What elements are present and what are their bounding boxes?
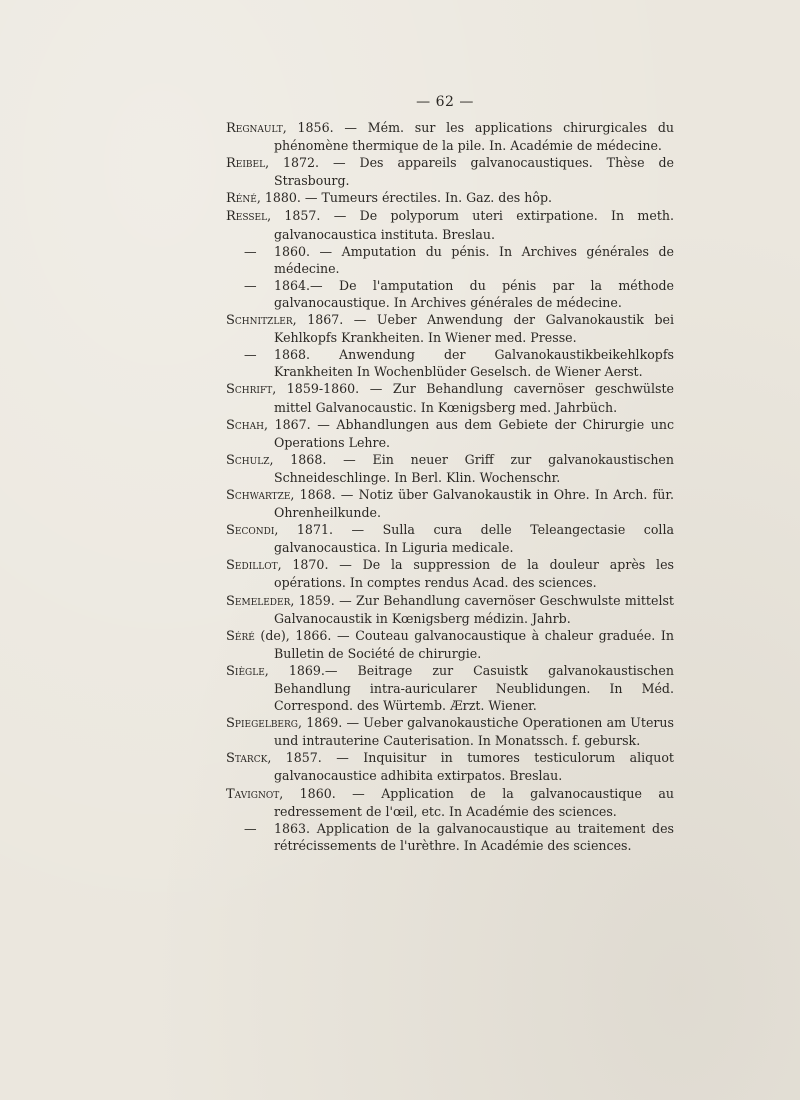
entry-author: Schwartze [226, 487, 291, 503]
entry-author: Séré [226, 628, 255, 644]
entry-text: , 1872. — Des appareils galvanocaustiques. Thèse de Strasbourg. [265, 155, 674, 189]
entry-text: , 1857. — De polyporum uteri extirpatione. In meth. galvanocaustica instituta. Breslau. [267, 208, 674, 242]
page-number: — 62 — [416, 94, 474, 110]
entry-author: Reibel [226, 156, 266, 172]
bibliography-entry [226, 380, 674, 415]
entry-text: , 1856. — Mém. sur les applications chirurgicales du phénomène thermique de la pile. In. Académie de médecine. [274, 120, 674, 154]
entry-text: 1868. Anwendung der Galvanokaustikbeikehlkopfs Krankheiten In Wochenblüder Geselsch. de Wiener Aerst. [274, 347, 674, 380]
bibliography-entry [226, 521, 674, 556]
bibliography-entry [226, 207, 674, 242]
bibliography-list [226, 119, 674, 854]
entry-text: , 1869. — Ueber galvanokaustiche Operationen am Uterus und intrauterine Cauterisation. In Monatssch. f. gebursk. [274, 715, 674, 749]
entry-text: , 1859. — Zur Behandlung cavernöser Geschwulste mittelst Galvanocaustik in Kœnigsberg médizin. Jahrb. [274, 592, 674, 626]
bibliography-entry-continued: — 1863. Application de la galvanocaustique au traitement des rétrécissements de l'urèthre. In Académie des sciences. [244, 820, 674, 853]
entry-author: Starck [226, 751, 268, 767]
bibliography-entry [226, 662, 674, 714]
entry-text: , 1860. — Application de la galvanocaustique au redressement de l'œil, etc. In Académie des sciences. [274, 785, 674, 819]
entry-author: Ressel [226, 209, 268, 225]
entry-text: , 1867. — Abhandlungen aus dem Gebiete der Chirurgie unc Operations Lehre. [264, 416, 674, 450]
entry-author: Schah [226, 417, 264, 433]
entry-author: Semeleder [226, 593, 291, 609]
bibliography-entry [226, 486, 674, 521]
entry-text: , 1880. — Tumeurs érectiles. In. Gaz. des hôp. [256, 190, 553, 206]
entry-text: , 1869.— Beitrage zur Casuistk galvanokaustischen Behandlung intra-auricularer Neublidungen. In Méd. Correspond. des Würtemb. Ærzt. Wiener. [264, 662, 674, 714]
bibliography-entry [226, 556, 674, 591]
entry-author: Sedillot [226, 558, 278, 574]
bibliography-entry [226, 785, 674, 820]
entry-text: 1860. — Amputation du pénis. In Archives générales de médecine. [274, 243, 674, 276]
entry-text: (de), 1866. — Couteau galvanocaustique à chaleur graduée. In Bulletin de Société de chirurgie. [254, 627, 674, 661]
bibliography-entry [226, 311, 674, 346]
entry-text: , 1857. — Inquisitur in tumores testiculorum aliquot galvanocaustice adhibita extirpatos. Breslau. [267, 750, 674, 784]
bibliography-entry [226, 749, 674, 784]
entry-text: 1863. Application de la galvanocaustique au traitement des rétrécissements de l'urèthre. In Académie des sciences. [274, 820, 674, 853]
entry-author: Regnault [226, 121, 283, 136]
entry-author: Secondi [226, 523, 275, 539]
entry-author: Schulz [226, 452, 270, 468]
bibliography-entry [226, 451, 674, 486]
entry-text: , 1859-1860. — Zur Behandlung cavernöser geschwülste mittel Galvanocaustic. In Kœnigsberg med. Jahrbüch. [272, 381, 674, 415]
entry-text: , 1868. — Notiz über Galvanokaustik in Ohre. In Arch. für. Ohrenheilkunde. [274, 486, 674, 521]
bibliography-entry [226, 714, 674, 749]
entry-author: Réné [226, 191, 257, 207]
entry-text: , 1867. — Ueber Anwendung der Galvanokaustik bei Kehlkopfs Krankheiten. In Wiener med. Presse. [274, 312, 674, 346]
bibliography-entry-continued: — 1860. — Amputation du pénis. In Archives générales de médecine. [244, 243, 674, 276]
entry-text: , 1870. — De la suppression de la douleur après les opérations. In comptes rendus Acad. des sciences. [274, 557, 674, 591]
entry-text: , 1871. — Sulla cura delle Teleangectasie colla galvanocaustica. In Liguria medicale. [274, 522, 674, 556]
entry-author: Spiegelberg [226, 716, 298, 732]
bibliography-entry [226, 416, 674, 451]
bibliography-entry [226, 154, 674, 189]
entry-text: , 1868. — Ein neuer Griff zur galvanokaustischen Schneideschlinge. In Berl. Klin. Wochenschr. [269, 451, 674, 485]
bibliography-entry [226, 119, 674, 154]
bibliography-entry [226, 189, 674, 207]
bibliography-entry [226, 592, 674, 627]
entry-author: Siègle [226, 663, 265, 679]
bibliography-entry-continued: — 1868. Anwendung der Galvanokaustikbeikehlkopfs Krankheiten In Wochenblüder Geselsch. de Wiener Aerst. [244, 347, 674, 380]
entry-author: Schrift [226, 382, 273, 398]
entry-author: Tavignot [226, 786, 280, 802]
bibliography-entry [226, 627, 674, 662]
bibliography-entry-continued: — 1864.— De l'amputation du pénis par la méthode galvanocaustique. In Archives générales de médecine. [244, 277, 674, 310]
entry-text: 1864.— De l'amputation du pénis par la méthode galvanocaustique. In Archives générales de médecine. [274, 277, 674, 310]
entry-author: Schnitzler [226, 313, 293, 329]
